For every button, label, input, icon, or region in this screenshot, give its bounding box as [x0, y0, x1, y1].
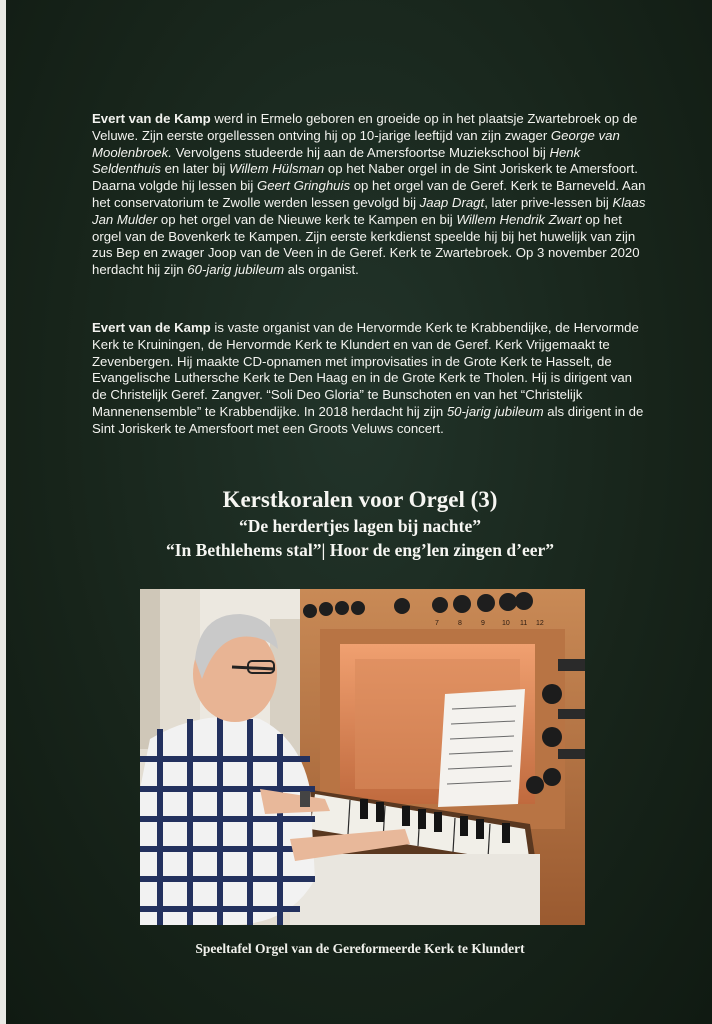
teacher-name: Jaap Dragt [419, 194, 485, 210]
text-span: op het orgel van de Bovenkerk te Kampen. Zijn eerste kerkdienst speelde hij bij het huwelijk van zijn zus Bep en zwager Joop van de Veen in de Geref. Kerk te Zwartebroek. Op 3 november 2020 herdacht hij zijn [92, 211, 640, 278]
stop-number: 10 [502, 620, 510, 627]
organist-name: Evert van de Kamp [92, 111, 211, 126]
organ-console-photo [140, 589, 585, 925]
teacher-name: Henk Seldenthuis [92, 144, 581, 177]
stop-number: 7 [435, 620, 439, 627]
teacher-name: Willem Hülsman [229, 161, 325, 177]
text-span: werd in Ermelo geboren en groeide op in het plaatsje Zwartebroek op de Veluwe. Zijn eerste orgellessen ontving hij op 10-jarige leeftijd van zijn zwager [92, 111, 638, 143]
biography-paragraph-1 [92, 111, 648, 279]
teacher-name: Geert Gringhuis [256, 178, 351, 194]
teacher-name: Willem Hendrik Zwart [456, 211, 582, 227]
teacher-name: George van Moolenbroek. [92, 127, 620, 160]
jubilee-text: 50-jarig jubileum [446, 403, 544, 419]
text-span: als organist. [284, 262, 359, 278]
stop-number: 11 [520, 620, 528, 627]
organist-name: Evert van de Kamp [92, 320, 211, 335]
stop-number: 12 [536, 620, 544, 627]
text-span: Vervolgens studeerde hij aan de Amersfoortse Muziekschool bij [171, 144, 550, 160]
stop-number: 8 [458, 620, 462, 627]
page-edge [0, 0, 6, 1024]
text-span: op het Naber orgel in de Sint Joriskerk te Amersfoort. Daarna volgde hij lessen bij [92, 161, 638, 194]
jubilee-text: 60-jarig jubileum [187, 262, 285, 278]
text-span: als dirigent in de Sint Joriskerk te Amersfoort met een Groots Veluws concert. [92, 403, 644, 436]
hymn-line-1: “De herdertjes lagen bij nachte” [238, 516, 482, 536]
stop-number: 9 [481, 620, 485, 627]
concert-title: Kerstkoralen voor Orgel (3) [222, 487, 498, 512]
text-span: is vaste organist van de Hervormde Kerk te Krabbendijke, de Hervormde Kerk te Kruiningen, de Hervormde Kerk te Klundert en van de Geref. Kerk Vrijgemaakt te Zevenbergen. Hij maakte CD-opnamen met improvisaties in de Grote Kerk te Hasselt, de Evangelische Luthersche Kerk te Den Haag en in de Grote Kerk te Tholen. Hij is dirigent van de Christelijk Geref. Zangver. “Soli Deo Gloria” te Bunschoten en van het “Christelijk Mannenensemble” te Krabbendijke. In 2018 herdacht hij zijn [92, 320, 639, 419]
organ-photo-illustration [140, 589, 585, 925]
text-span: en later bij [160, 161, 230, 177]
photo-caption: Speeltafel Orgel van de Gereformeerde Kerk te Klundert [195, 941, 525, 956]
hymn-line-2: “In Bethlehems stal”| Hoor de eng’len zingen d’eer” [165, 540, 555, 560]
text-span: , later prive-lessen bij [484, 194, 613, 210]
teacher-name: Klaas Jan Mulder [92, 194, 646, 227]
text-span: op het orgel van de Geref. Kerk te Barneveld. Aan het conservatorium te Zwolle werden lessen gevolgd bij [92, 178, 646, 210]
biography-paragraph-2 [92, 320, 648, 438]
concert-heading [60, 486, 660, 562]
text-span: op het orgel van de Nieuwe kerk te Kampen en bij [157, 211, 457, 227]
